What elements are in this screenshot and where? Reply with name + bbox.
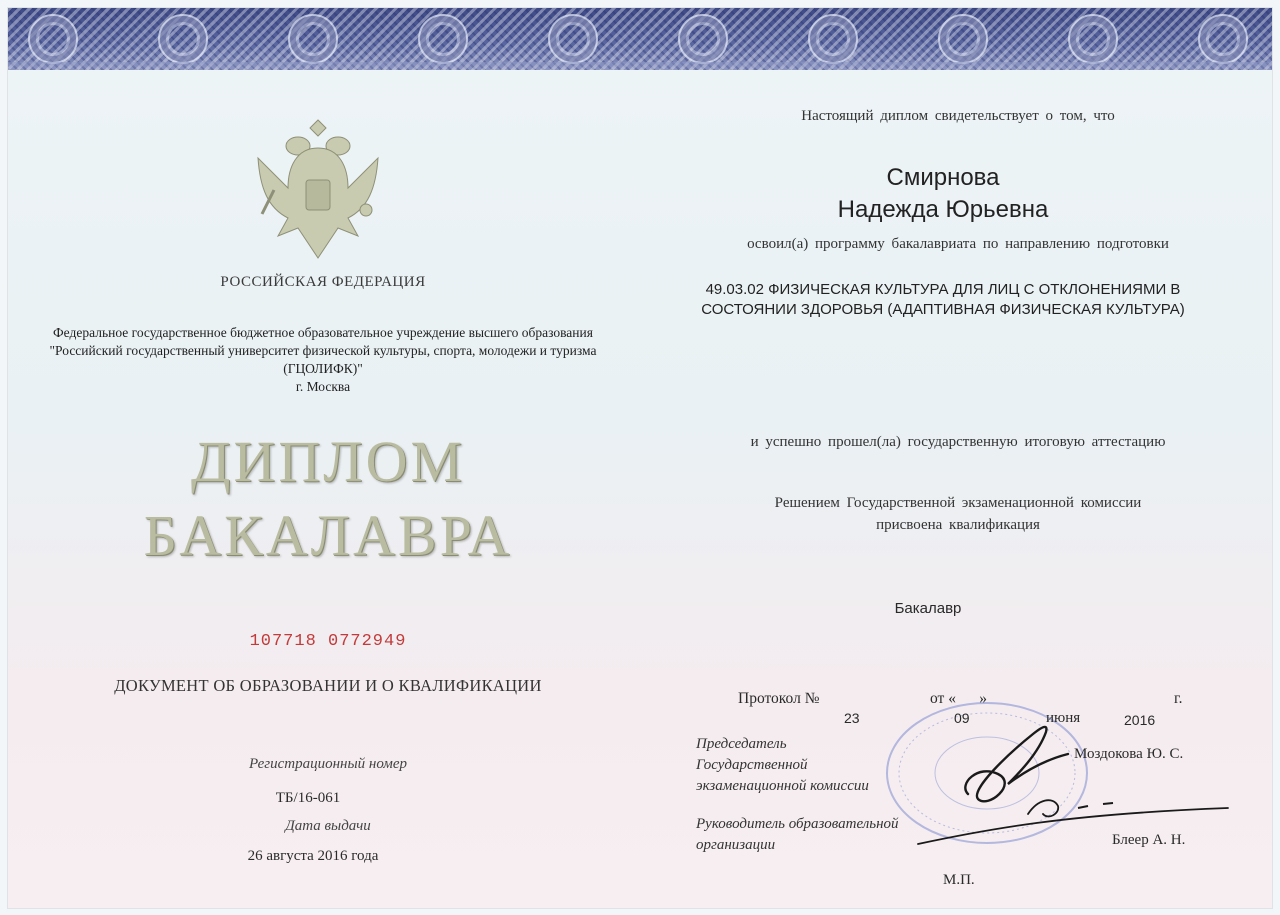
head-role: Руководитель образовательной организации [696,816,899,853]
program-name: 49.03.02 ФИЗИЧЕСКАЯ КУЛЬТУРА ДЛЯ ЛИЦ С ОТКЛОНЕНИЯМИ В СОСТОЯНИИ ЗДОРОВЬЯ (АДАПТИВНАЯ ФИЗИЧЕСКАЯ КУЛЬТУРА) [701,281,1185,318]
head-signature-icon [908,784,1238,854]
rosette-ornament [288,14,338,64]
passed-text: и успешно прошел(ла) государственную итоговую аттестацию [750,434,1166,450]
document-type: ДОКУМЕНТ ОБ ОБРАЗОВАНИИ И О КВАЛИФИКАЦИИ [114,676,542,695]
issue-date-label: Дата выдачи [285,818,371,834]
protocol-number: 23 [844,710,860,726]
rosette-ornament [28,14,78,64]
rosette-ornament [678,14,728,64]
diploma-title-degree: БАКАЛАВРА [143,503,513,568]
chair-role: Председатель Государственной экзаменационной комиссии [696,736,869,794]
decorative-border [8,8,1272,70]
protocol-label: Протокол № [738,690,820,707]
diploma-sheet [8,8,1272,908]
protocol-year: 2016 [1124,712,1156,728]
protocol-month: июня [1046,710,1081,726]
registration-number: ТБ/16-061 [275,790,341,806]
chair-name: Моздокова Ю. С. [1074,746,1184,762]
institution-name: Федеральное государственное бюджетное образовательное учреждение высшего образования "Российский государственный университет физической культуры, спорта, молодежи и туризма (ГЦОЛИФК)" г. Москва [49,325,597,394]
certifies-text: Настоящий диплом свидетельствует о том, что [801,108,1115,124]
decision-text: Решением Государственной экзаменационной комиссии присвоена квалификация [774,495,1142,533]
seal-place: М.П. [943,872,975,888]
diploma-title: ДИПЛОМ [190,429,466,494]
rosette-ornament [548,14,598,64]
graduate-given-names: Надежда Юрьевна [837,196,1049,223]
country-name: РОССИЙСКАЯ ФЕДЕРАЦИЯ [220,274,426,290]
mastered-text: освоил(а) программу бакалавриата по направлению подготовки [747,236,1169,252]
issue-date: 26 августа 2016 года [247,848,379,864]
serial-number: 107718 0772949 [249,632,407,651]
rosette-ornament [1068,14,1118,64]
registration-label: Регистрационный номер [248,756,407,772]
rosette-ornament [1198,14,1248,64]
head-name: Блеер А. Н. [1112,832,1186,848]
rosette-ornament [938,14,988,64]
protocol-date-label: от « » [930,690,987,707]
qualification: Бакалавр [894,600,962,617]
year-suffix: г. [1174,690,1183,707]
graduate-surname: Смирнова [886,164,1000,191]
rosette-ornament [808,14,858,64]
rosette-ornament [158,14,208,64]
rosette-ornament [418,14,468,64]
coat-of-arms-icon [248,118,388,268]
protocol-day: 09 [954,710,970,726]
